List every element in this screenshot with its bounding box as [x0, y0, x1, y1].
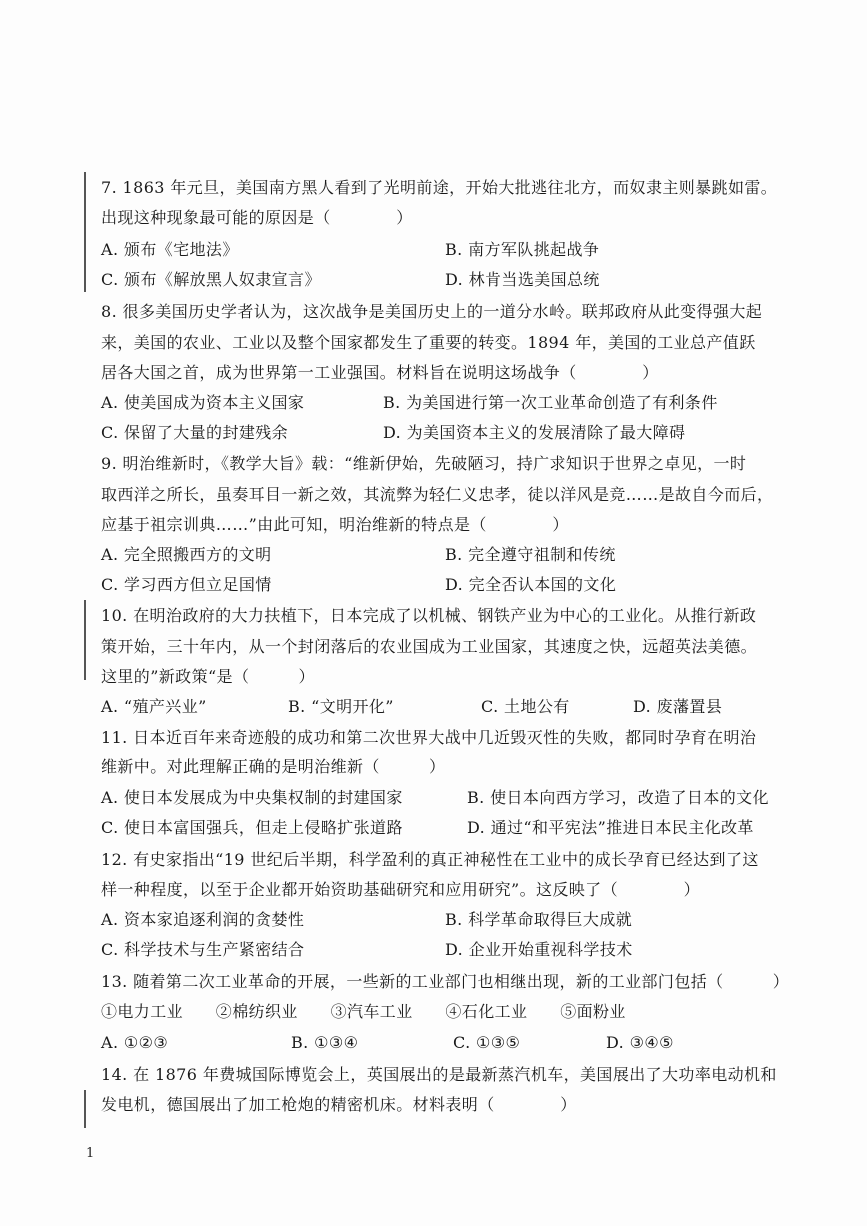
- option-b: B. 南方军队挑起战争: [445, 240, 600, 259]
- option-c: C. 使日本富国强兵，但走上侵略扩张道路: [101, 818, 403, 837]
- question-text-line: 应基于祖宗训典……”由此可知，明治维新的特点是（ ）: [101, 515, 569, 534]
- question-text-line: 取西洋之所长，虽奏耳目一新之效，其流弊为轻仁义忠孝，徒以洋风是竞……是故自今而后，: [101, 485, 774, 504]
- question-text-line: 样一种程度，以至于企业都开始资助基础研究和应用研究”。这反映了（ ）: [101, 880, 700, 899]
- option-c: C. 颁布《解放黑人奴隶宣言》: [101, 270, 321, 289]
- option-b: B. 为美国进行第一次工业革命创造了有利条件: [383, 393, 718, 412]
- option-d: D. 完全否认本国的文化: [445, 575, 617, 594]
- question-text-line: 这里的”新政策“是（ ）: [101, 667, 315, 686]
- question-11: [101, 728, 791, 848]
- option-b: B. 完全遵守祖制和传统: [445, 545, 616, 564]
- option-d: D. 林肯当选美国总统: [445, 270, 600, 289]
- option-b: B. 使日本向西方学习，改造了日本的文化: [467, 788, 769, 807]
- option-c: C. ①③⑤: [453, 1033, 521, 1052]
- question-text-line: 发电机，德国展出了加工枪炮的精密机床。材料表明（ ）: [101, 1095, 577, 1114]
- question-12: [101, 850, 791, 970]
- margin-rule: [84, 1090, 86, 1128]
- question-text-line: 14. 在 1876 年费城国际博览会上，英国展出的是最新蒸汽机车，美国展出了大功率电动机和: [101, 1065, 777, 1084]
- question-text-line: 居各大国之首，成为世界第一工业强国。材料旨在说明这场战争（ ）: [101, 363, 659, 382]
- option-c: C. 科学技术与生产紧密结合: [101, 940, 305, 959]
- option-a: A. 颁布《宅地法》: [101, 240, 239, 259]
- option-b: B. “文明开化”: [288, 697, 394, 716]
- option-a: A. 资本家追逐利润的贪婪性: [101, 910, 305, 929]
- option-c: C. 学习西方但立足国情: [101, 575, 272, 594]
- question-text-line: 策开始，三十年内，从一个封闭落后的农业国成为工业国家，其速度之快，远超英法美德。: [101, 637, 758, 656]
- question-10: [101, 606, 791, 726]
- question-text-line: 8. 很多美国历史学者认为，这次战争是美国历史上的一道分水岭。联邦政府从此变得强大起: [101, 302, 763, 321]
- question-text-line: 7. 1863 年元旦，美国南方黑人看到了光明前途，开始大批逃往北方，而奴隶主则暴跳如雷。: [101, 178, 778, 197]
- option-a: A. 完全照搬西方的文明: [101, 545, 272, 564]
- question-text-line: 11. 日本近百年来奇迹般的成功和第二次世界大战中几近毁灭性的失败，都同时孕育在明治: [101, 728, 757, 747]
- question-text-line: 13. 随着第二次工业革命的开展，一些新的工业部门也相继出现，新的工业部门包括（ ）: [101, 972, 790, 991]
- question-text-line: 出现这种现象最可能的原因是（ ）: [101, 208, 413, 227]
- margin-rule: [84, 600, 86, 680]
- question-8: [101, 302, 791, 452]
- question-text-line: ①电力工业 ②棉纺织业 ③汽车工业 ④石化工业 ⑤面粉业: [101, 1002, 626, 1021]
- option-a: A. ①②③: [101, 1033, 169, 1052]
- option-b: B. ①③④: [291, 1033, 359, 1052]
- question-text-line: 12. 有史家指出“19 世纪后半期，科学盈利的真正神秘性在工业中的成长孕育已经达到了这: [101, 850, 759, 869]
- option-d: D. 为美国资本主义的发展清除了最大障碍: [383, 423, 686, 442]
- question-9: [101, 454, 791, 604]
- option-a: A. 使日本发展成为中央集权制的封建国家: [101, 788, 403, 807]
- question-text-line: 来，美国的农业、工业以及整个国家都发生了重要的转变。1894 年，美国的工业总产值跃: [101, 333, 756, 352]
- margin-rule: [84, 172, 86, 292]
- option-d: D. 企业开始重视科学技术: [445, 940, 633, 959]
- question-7: [101, 178, 791, 298]
- option-c: C. 保留了大量的封建残余: [101, 423, 289, 442]
- option-a: A. 使美国成为资本主义国家: [101, 393, 305, 412]
- option-c: C. 土地公有: [481, 697, 570, 716]
- question-text-line: 9. 明治维新时，《教学大旨》载：“维新伊始，先破陋习，持广求知识于世界之卓见，一时: [101, 454, 747, 473]
- page-number: 1: [86, 1146, 95, 1161]
- option-b: B. 科学革命取得巨大成就: [445, 910, 633, 929]
- question-text-line: 10. 在明治政府的大力扶植下，日本完成了以机械、钢铁产业为中心的工业化。从推行新政: [101, 606, 757, 625]
- question-text-line: 维新中。对此理解正确的是明治维新（ ）: [101, 757, 446, 776]
- option-d: D. 通过“和平宪法”推进日本民主化改革: [467, 818, 754, 837]
- question-13: [101, 972, 791, 1062]
- option-a: A. “殖产兴业”: [101, 697, 207, 716]
- question-14: [101, 1065, 791, 1125]
- option-d: D. ③④⑤: [606, 1033, 674, 1052]
- option-d: D. 废藩置县: [633, 697, 723, 716]
